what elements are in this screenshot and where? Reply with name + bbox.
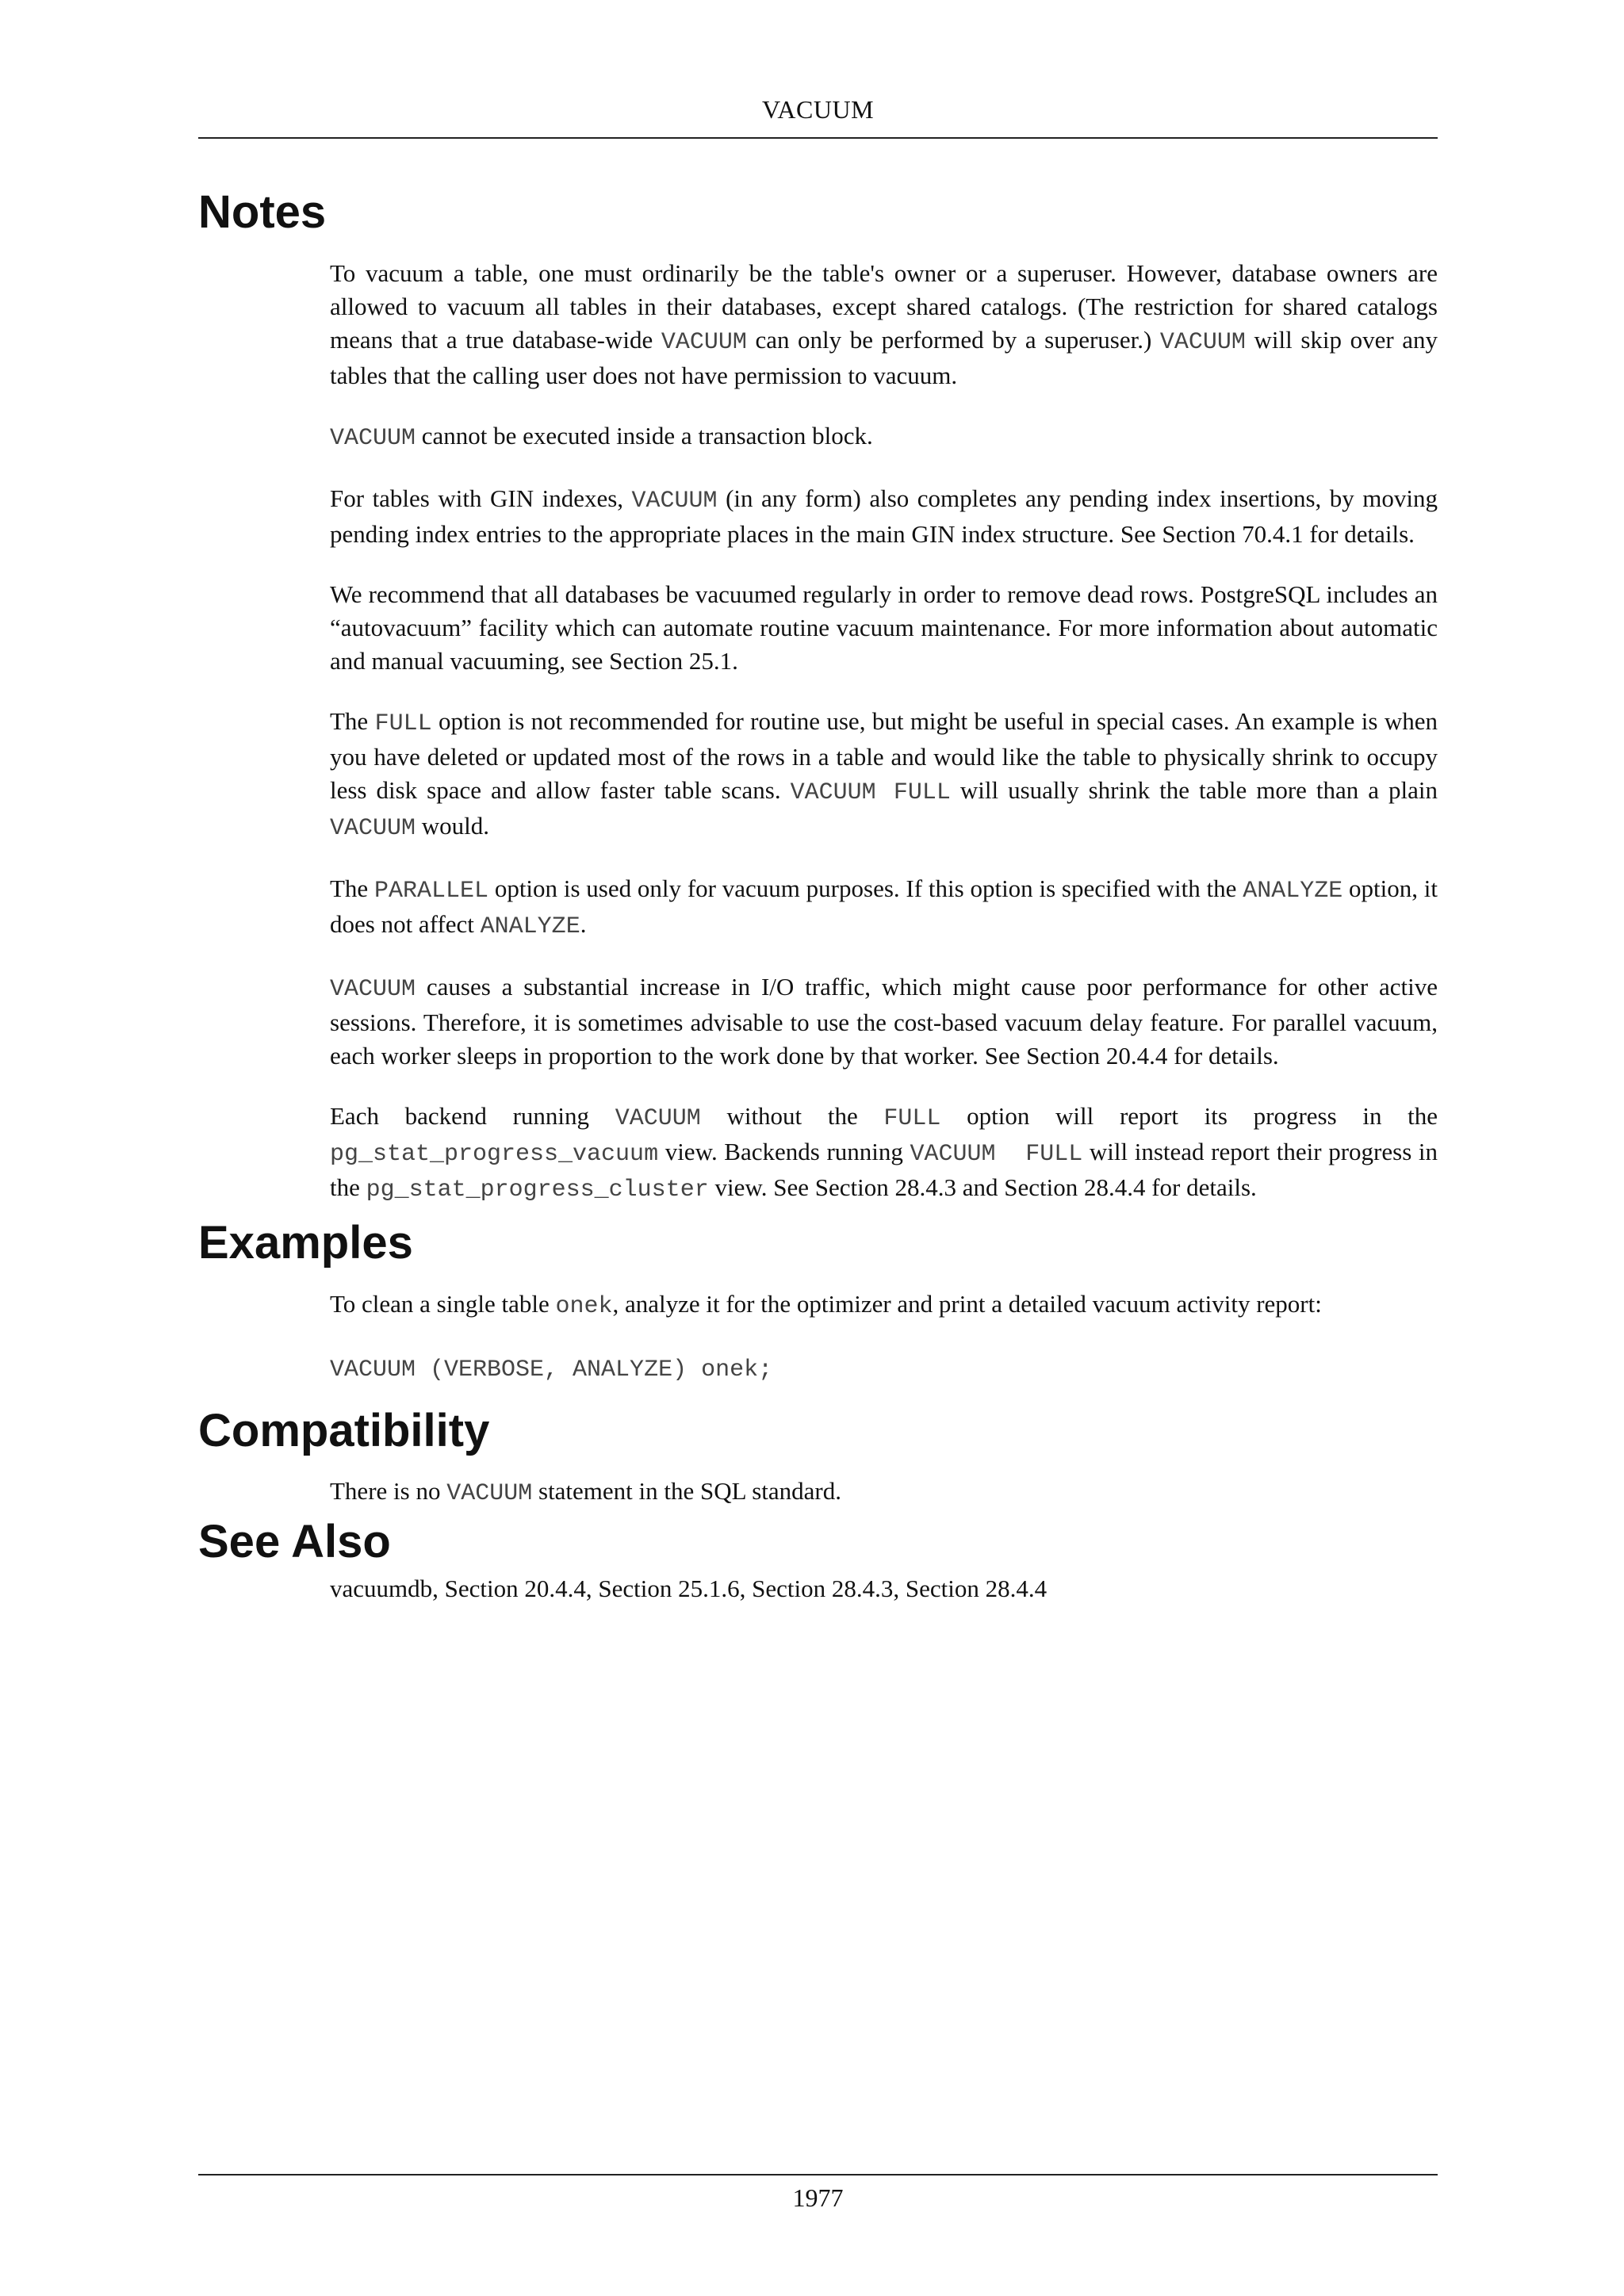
text-run: (in any form) also completes any pending index insertions, by moving pending index entries to the appropriate places in the main GIN index structure. See Section 70.4.1 for details. [330,484,1438,548]
running-header: VACUUM [761,95,875,124]
example-code-block: VACUUM (VERBOSE, ANALYZE) onek; [330,1356,773,1383]
notes-paragraph-1 [330,257,1438,392]
text-run: can only be performed by a superuser.) [746,325,1160,354]
notes-paragraph-6 [330,872,1438,943]
code-literal: pg_stat_progress_vacuum [330,1140,659,1168]
text-run: causes a substantial increase in I/O traffic, which might cause poor performance for other active sessions. Therefore, it is sometimes advisable to use the cost-based vacuum delay feature. For parallel vacuum, each worker sleeps in proportion to the work done by that worker. See Section 20.4.4 for details. [330,972,1438,1070]
text-run: To vacuum a table, one must ordinarily be the table's owner or a superuser. However, database owners are allowed to vacuum all tables in their databases, except shared catalogs. (The restriction for shared catalogs means that a true database-wide [330,258,1438,354]
text-run: would. [416,811,490,840]
code-literal: pg_stat_progress_cluster [366,1176,709,1203]
text-run: There is no [330,1477,447,1506]
header-rule [198,137,1438,139]
text-run: The [330,706,375,735]
examples-paragraph-1 [330,1288,1438,1323]
text-run: option is used only for vacuum purposes. If this option is specified with the [488,874,1243,902]
code-literal: VACUUM [661,328,747,356]
code-literal: onek [555,1292,613,1320]
page-content [198,187,1438,1632]
text-run: will usually shrink the table more than a plain [950,775,1438,804]
compatibility-body [330,1475,1438,1510]
compatibility-heading: Compatibility [198,1404,490,1456]
text-run: option, it does not affect [330,874,1438,938]
see-also-heading: See Also [198,1516,391,1568]
text-run: The [330,874,374,902]
notes-body [330,257,1438,1207]
code-literal: VACUUM [330,424,416,452]
compatibility-paragraph-1 [330,1475,1438,1510]
code-literal: PARALLEL [374,877,489,905]
code-literal: VACUUM [446,1480,533,1508]
text-run: without the [700,1101,884,1130]
see-also-links[interactable]: vacuumdb, Section 20.4.4, Section 25.1.6, Section 28.4.3, Section 28.4.4 [330,1575,1048,1603]
code-literal: ANALYZE [480,913,580,940]
notes-heading: Notes [198,186,327,238]
code-literal: VACUUM [330,975,416,1003]
text-run: , analyze it for the optimizer and print a detailed vacuum activity report: [612,1289,1322,1318]
text-run: will skip over any tables that the calling user does not have permission to vacuum. [330,325,1438,389]
code-literal: FULL [883,1104,941,1132]
text-run: option is not recommended for routine use, but might be useful in special cases. An example is when you have deleted or updated most of the rows in a table and would like the table to physically shrink to occupy less disk space and allow faster table scans. [330,706,1438,804]
code-literal: VACUUM [1159,328,1246,356]
code-literal: VACUUM [615,1104,701,1132]
code-literal: VACUUM FULL [910,1140,1083,1168]
notes-paragraph-2 [330,419,1438,455]
text-run: To clean a single table [330,1289,556,1318]
code-literal: VACUUM [631,487,718,515]
notes-paragraph-8 [330,1100,1438,1207]
text-run: cannot be executed inside a transaction block. [416,421,873,450]
text-run: Each backend running [330,1101,615,1130]
examples-heading: Examples [198,1216,413,1269]
text-run: option will report its progress in the [940,1101,1438,1130]
text-run: view. Backends running [658,1137,910,1165]
see-also-body [330,1572,1438,1605]
text-run: will instead report their progress in the [330,1137,1438,1201]
text-run: We recommend that all databases be vacuumed regularly in order to remove dead rows. PostgreSQL includes an “autovacuum” facility which can automate routine vacuum maintenance. For more information about automatic and manual vacuuming, see Section 25.1. [330,580,1438,675]
text-run: view. See Section 28.4.3 and Section 28.4.4 for details. [708,1173,1257,1201]
footer-rule [198,2174,1438,2175]
examples-body [330,1288,1438,1387]
text-run: For tables with GIN indexes, [330,484,632,512]
notes-paragraph-4 [330,578,1438,678]
code-literal: VACUUM [330,814,416,842]
notes-paragraph-3 [330,482,1438,551]
code-literal: FULL [374,710,432,737]
code-literal: VACUUM FULL [790,779,951,806]
notes-paragraph-5 [330,705,1438,845]
page-number: 1977 [792,2183,844,2212]
text-run: . [580,909,587,938]
text-run: statement in the SQL standard. [532,1477,841,1506]
code-literal: ANALYZE [1243,877,1343,905]
notes-paragraph-7 [330,970,1438,1073]
